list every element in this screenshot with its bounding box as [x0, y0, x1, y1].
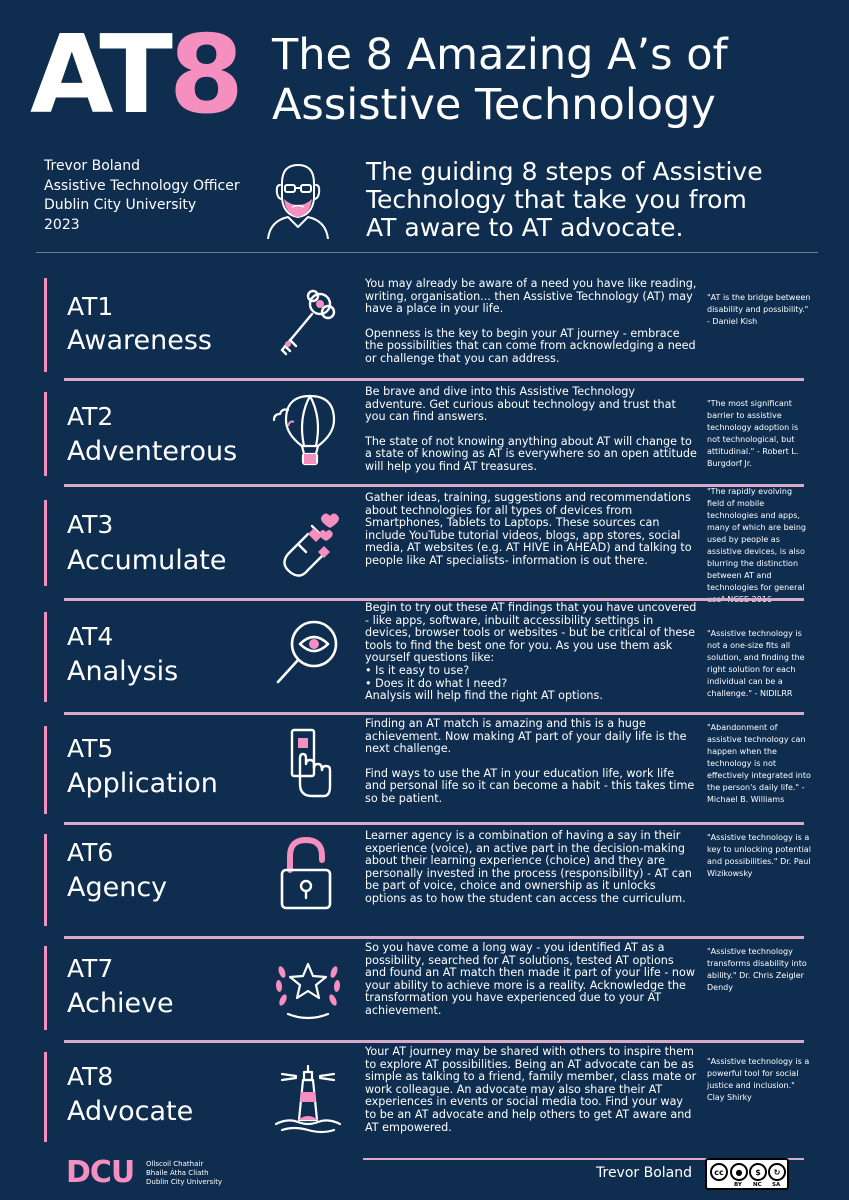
section-quote: "The most significant barrier to assistive technology adoption is not technological, but attitudinal." - Robert L. Burgdorf Jr. [707, 399, 799, 468]
section-accent-bar [44, 1052, 47, 1142]
dcu-logo: DCU [66, 1155, 135, 1190]
section-divider [64, 484, 804, 487]
section-name: Awareness [67, 325, 212, 356]
section-code: AT5 [67, 734, 114, 763]
license-sa-label: SA [772, 1182, 781, 1188]
section-code: AT4 [67, 622, 114, 651]
section-code: AT7 [67, 954, 114, 983]
subtitle-line-1: The guiding 8 steps of Assistive [366, 157, 763, 186]
section-quote: "Assistive technology is a key to unlocking potential and possibilities." Dr. Paul Wizikowsky [707, 833, 811, 878]
sa-share-icon: ↻ [768, 1163, 786, 1181]
section-code: AT1 [67, 292, 114, 321]
section-name: Achieve [67, 988, 174, 1019]
section-accent-bar [44, 392, 47, 476]
nc-dollar-icon: $ [749, 1163, 767, 1181]
section-body [365, 602, 697, 703]
subtitle-line-2: Technology that take you from [366, 185, 747, 214]
author-name: Trevor Boland [44, 158, 141, 174]
laurel-star-icon [268, 944, 348, 1024]
finger-switch-icon [268, 724, 348, 804]
section-divider [64, 378, 804, 381]
cc-icon: cc [710, 1163, 728, 1181]
title-line-2: Assistive Technology [272, 80, 716, 130]
section-at8 [0, 1044, 849, 1154]
section-at2 [0, 386, 849, 486]
section-accent-bar [44, 278, 47, 372]
section-divider [64, 936, 804, 939]
license-nc-label: NC [753, 1182, 762, 1188]
section-code: AT3 [67, 510, 114, 539]
section-body [365, 830, 697, 906]
section-divider [64, 822, 804, 825]
magnet-hearts-icon [268, 504, 348, 584]
lighthouse-icon [268, 1058, 348, 1138]
section-divider [64, 1040, 804, 1043]
author-year: 2023 [44, 216, 80, 233]
section-code: AT8 [67, 1062, 114, 1091]
section-code: AT6 [67, 838, 114, 867]
section-at4 [0, 601, 849, 714]
logo-eight-text: 8 [168, 13, 239, 138]
section-paragraph: Be brave and dive into this Assistive Technology adventure. Get curious about technology and trust that you can find answers. [365, 385, 676, 424]
section-at1 [0, 272, 849, 382]
section-accent-bar [44, 612, 47, 702]
magnifier-eye-icon [268, 612, 348, 692]
section-paragraph: Your AT journey may be shared with others to inspire them to explore AT possibilities. Being an AT advocate can be as simple as talking to a friend, family member, class mate or work colleague. An advocate may also share their AT experiences in events or social media too. Find your way to be an AT advocate and help others to get AT aware and AT empowered. [365, 1045, 697, 1134]
section-paragraph: Begin to try out these AT findings that you have uncovered - like apps, software, inbuilt accessibility settings in devices, browser tools or websites - but be critical of these tools to find the best one for you. As you use them ask yourself questions like: [365, 601, 697, 665]
section-closing: Analysis will help find the right AT options. [365, 689, 603, 703]
section-body [365, 1046, 697, 1134]
section-at7 [0, 940, 849, 1040]
page-title [272, 30, 832, 130]
section-name: Accumulate [67, 545, 227, 576]
hot-air-balloon-icon [268, 390, 348, 470]
unlocked-padlock-icon [268, 834, 348, 914]
dcu-line: Ollscoil Chathair [146, 1160, 204, 1168]
dcu-line: Dublin City University [146, 1178, 223, 1186]
section-name: Application [67, 768, 218, 799]
title-line-1: The 8 Amazing A’s of [272, 30, 728, 80]
section-quote: "Assistive technology transforms disability into ability." Dr. Chris Zeigler Dendy [707, 947, 807, 992]
section-name: Agency [67, 872, 168, 903]
section-quote: "AT is the bridge between disability and possibility." - Daniel Kish [707, 293, 811, 326]
section-name: Analysis [67, 656, 179, 687]
subtitle [366, 158, 826, 242]
section-body [365, 278, 697, 366]
license-by-label: BY [734, 1182, 742, 1188]
author-block [44, 157, 240, 235]
section-body [365, 386, 697, 474]
by-person-icon: ● [730, 1163, 748, 1181]
author-institution: Dublin City University [44, 197, 197, 213]
subtitle-line-3: AT aware to AT advocate. [366, 213, 684, 242]
section-at3 [0, 487, 849, 602]
section-quote: "Assistive technology is a powerful tool for social justice and inclusion." Clay Shirky [707, 1057, 810, 1102]
section-accent-bar [44, 834, 47, 926]
section-quote: "The rapidly evolving field of mobile technologies and apps, many of which are being used by people as assistive devices, is also blurring the distinction between AT and technologies for general [707, 487, 806, 592]
logo-at-text: AT [30, 13, 167, 138]
footer-author-name: Trevor Boland [596, 1165, 693, 1181]
section-body [365, 942, 697, 1018]
header-divider [36, 252, 818, 253]
section-name: Adventerous [67, 436, 238, 467]
question-list [365, 665, 697, 690]
list-item: • Does it do what I need? [365, 678, 697, 691]
list-item: • Is it easy to use? [365, 665, 697, 678]
section-paragraph: Finding an AT match is amazing and this is a huge achievement. Now making AT part of your daily life is the next challenge. [365, 717, 687, 756]
section-at6 [0, 826, 849, 938]
section-body [365, 718, 697, 806]
section-quote: "Abandonment of assistive technology can happen when the technology is not effectively integrated into the person's daily life." - Michael B. Williams [707, 723, 811, 804]
section-paragraph: Gather ideas, training, suggestions and recommendations about technologies for all types of devices from Smartphones, Tablets to Laptops. These sources can include YouTube tutorial videos, blogs, app stores, social media, AT websites (e.g. AT HIVE in AHEAD) and talking to people like AT specialists- information is out there. [365, 491, 692, 567]
section-paragraph: Learner agency is a combination of having a say in their experience (voice), an active part in the decision-making about their learning experience (choice) and they are personally invested in the process (responsibility) - AT can be part of voice, choice and ownership as it unlocks options as to how the student can access the curriculum. [365, 829, 692, 905]
author-portrait-icon [260, 155, 336, 239]
section-code: AT2 [67, 402, 114, 431]
section-accent-bar [44, 726, 47, 814]
author-role: Assistive Technology Officer [44, 177, 240, 194]
section-accent-bar [44, 500, 47, 586]
section-divider [64, 712, 804, 715]
section-paragraph: You may already be aware of a need you have like reading, writing, organisation... then Assistive Technology (AT) may have a place in your life. [365, 277, 697, 316]
section-paragraph: Openness is the key to begin your AT journey - embrace the possibilities that can come from acknowledging a need or challenge that you can address. [365, 326, 696, 365]
key-icon [268, 282, 348, 362]
section-at5 [0, 716, 849, 824]
section-name: Advocate [67, 1096, 194, 1127]
at8-logo [30, 13, 239, 138]
dcu-line: Bhaile Átha Cliath [146, 1169, 209, 1177]
section-paragraph: Find ways to use the AT in your education life, work life and personal life so it can become a habit - this takes time so be patient. [365, 766, 695, 805]
section-paragraph: The state of not knowing anything about AT will change to a state of knowing as AT is everywhere so an open attitude will help you find AT treasures. [365, 434, 697, 473]
dcu-institution-lines [146, 1160, 222, 1187]
section-accent-bar [44, 946, 47, 1030]
section-quote: "Assistive technology is not a one-size fits all solution, and finding the right solution for each individual can be a challenge." - NIDILRR [707, 629, 805, 698]
section-paragraph: So you have come a long way - you identified AT as a possibility, searched for AT solutions, tested AT options and found an AT match then made it part of your life - now your ability to achieve more is a reality. Acknowledge the transformation you have experienced due to your AT achievement. [365, 941, 696, 1017]
section-body [365, 492, 697, 568]
creative-commons-license-icon [705, 1158, 789, 1190]
